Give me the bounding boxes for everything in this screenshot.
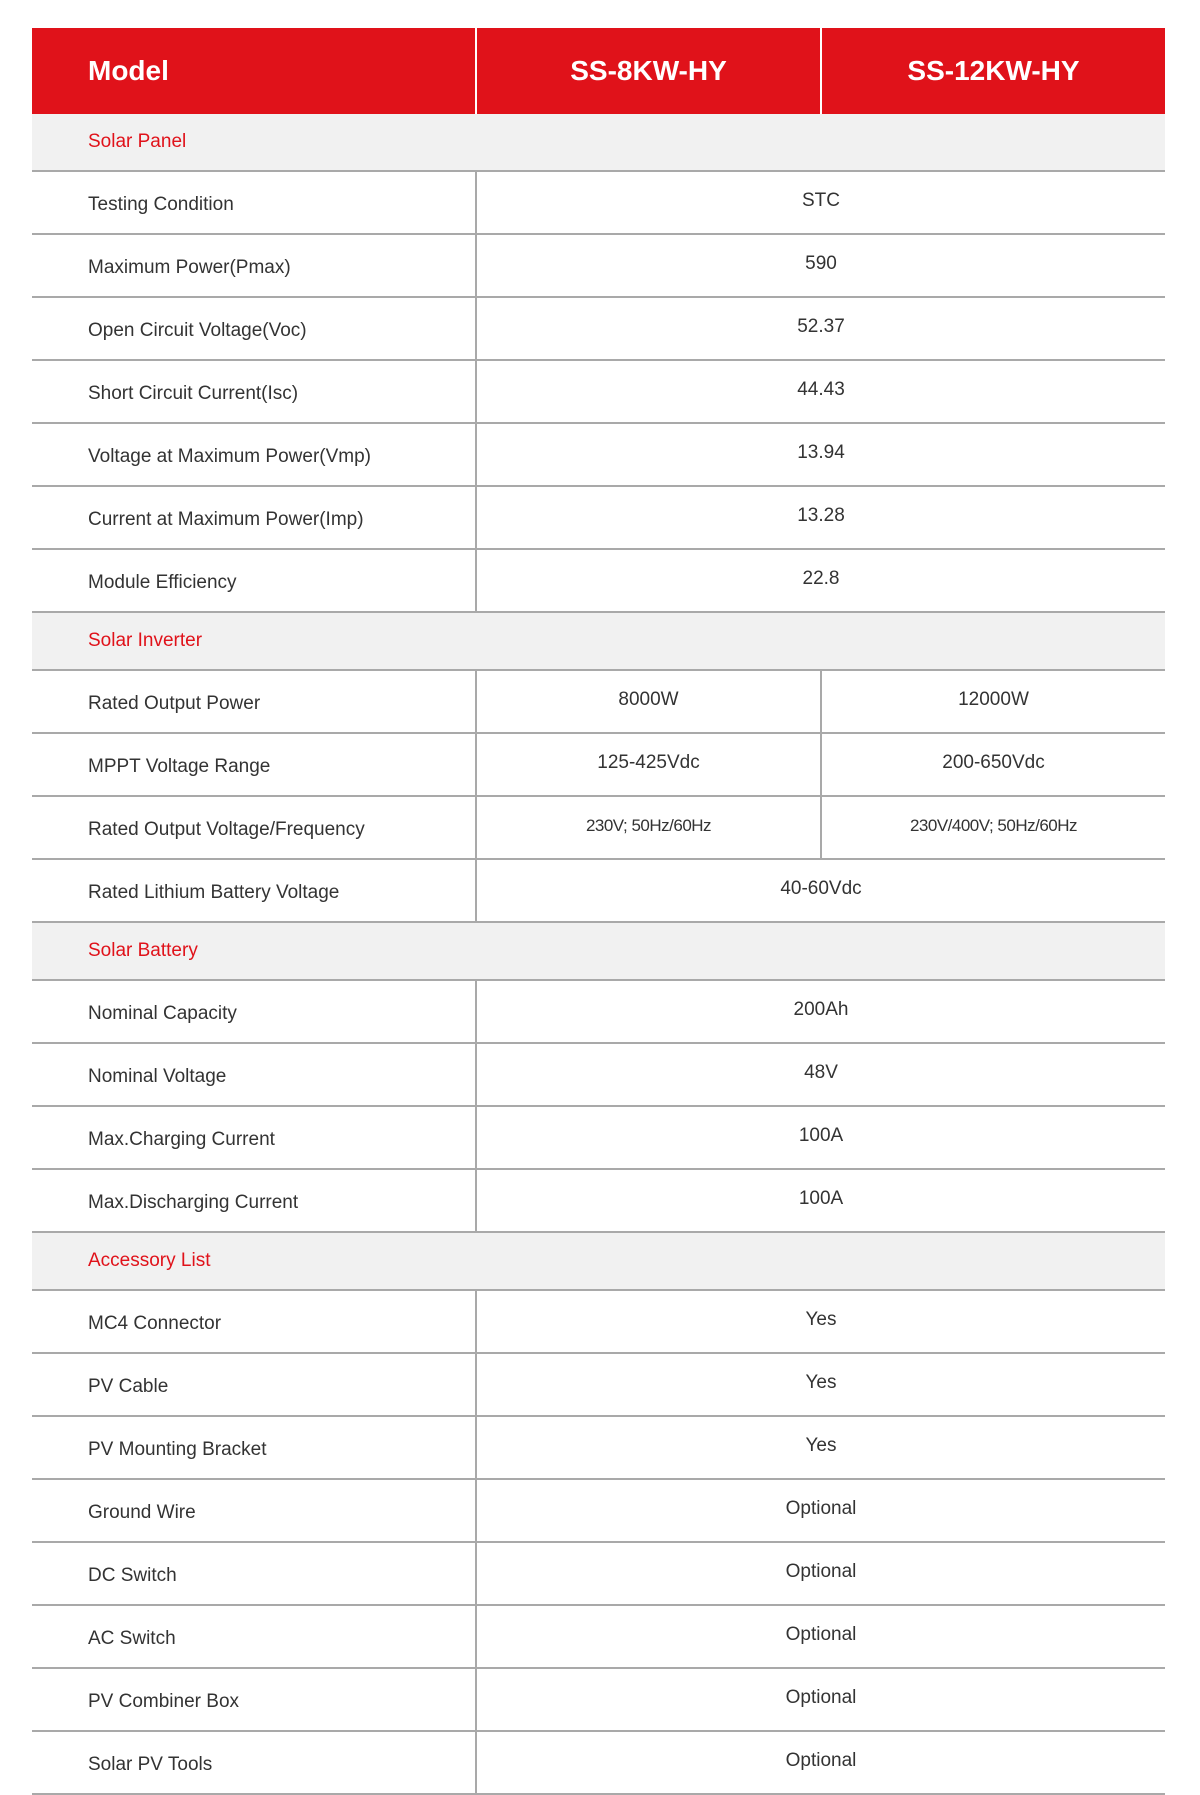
table-row — [32, 234, 1165, 297]
row-value-shared: 40-60Vdc — [476, 859, 1165, 922]
table-row — [32, 796, 1165, 859]
section-title: Accessory List — [32, 1232, 1165, 1290]
table-header-row — [32, 28, 1165, 114]
table-row — [32, 1479, 1165, 1542]
row-label: Rated Output Power — [32, 670, 476, 733]
table-row — [32, 360, 1165, 423]
row-label: Open Circuit Voltage(Voc) — [32, 297, 476, 360]
row-label: MPPT Voltage Range — [32, 733, 476, 796]
table-row — [32, 980, 1165, 1043]
row-label: PV Combiner Box — [32, 1668, 476, 1731]
row-label: Rated Output Voltage/Frequency — [32, 796, 476, 859]
section-row-solar-inverter — [32, 612, 1165, 670]
row-label: PV Mounting Bracket — [32, 1416, 476, 1479]
row-label: Ground Wire — [32, 1479, 476, 1542]
table-row — [32, 1169, 1165, 1232]
row-label: Solar PV Tools — [32, 1731, 476, 1794]
table-row — [32, 859, 1165, 922]
row-label: Nominal Voltage — [32, 1043, 476, 1106]
row-value-shared: 52.37 — [476, 297, 1165, 360]
table-row — [32, 1290, 1165, 1353]
row-value-shared: Yes — [476, 1353, 1165, 1416]
table-row — [32, 1605, 1165, 1668]
row-value-shared: Optional — [476, 1605, 1165, 1668]
row-value-shared: Yes — [476, 1290, 1165, 1353]
table-row — [32, 1731, 1165, 1794]
table-row — [32, 1668, 1165, 1731]
row-value-shared: 100A — [476, 1106, 1165, 1169]
section-row-solar-panel — [32, 114, 1165, 171]
row-value-shared: Yes — [476, 1416, 1165, 1479]
row-label: DC Switch — [32, 1542, 476, 1605]
table-row — [32, 486, 1165, 549]
row-value-shared: Optional — [476, 1479, 1165, 1542]
row-label: Maximum Power(Pmax) — [32, 234, 476, 297]
column-header-ss-12kw-hy: SS-12KW-HY — [821, 28, 1165, 114]
model-header: Model — [32, 28, 476, 114]
table-row — [32, 549, 1165, 612]
row-value-shared: Optional — [476, 1731, 1165, 1794]
row-label: AC Switch — [32, 1605, 476, 1668]
column-header-ss-8kw-hy: SS-8KW-HY — [476, 28, 821, 114]
table-row — [32, 423, 1165, 486]
row-value-shared: 13.28 — [476, 486, 1165, 549]
row-value-shared: 590 — [476, 234, 1165, 297]
row-value-ss-12kw-hy: 12000W — [821, 670, 1165, 733]
table-row — [32, 1043, 1165, 1106]
row-label: Voltage at Maximum Power(Vmp) — [32, 423, 476, 486]
section-title: Solar Battery — [32, 922, 1165, 980]
row-label: Short Circuit Current(Isc) — [32, 360, 476, 423]
spec-table — [32, 28, 1165, 1795]
row-value-shared: 200Ah — [476, 980, 1165, 1043]
table-row — [32, 297, 1165, 360]
row-value-shared: 100A — [476, 1169, 1165, 1232]
section-title: Solar Panel — [32, 114, 1165, 171]
row-label: Rated Lithium Battery Voltage — [32, 859, 476, 922]
table-row — [32, 670, 1165, 733]
row-value-shared: 13.94 — [476, 423, 1165, 486]
row-label: Nominal Capacity — [32, 980, 476, 1043]
row-label: Current at Maximum Power(Imp) — [32, 486, 476, 549]
row-value-ss-12kw-hy: 200-650Vdc — [821, 733, 1165, 796]
row-value-ss-12kw-hy: 230V/400V; 50Hz/60Hz — [821, 796, 1165, 859]
row-value-ss-8kw-hy: 230V; 50Hz/60Hz — [476, 796, 821, 859]
row-value-shared: 22.8 — [476, 549, 1165, 612]
table-row — [32, 1416, 1165, 1479]
row-label: MC4 Connector — [32, 1290, 476, 1353]
row-label: PV Cable — [32, 1353, 476, 1416]
table-row — [32, 1106, 1165, 1169]
row-value-ss-8kw-hy: 8000W — [476, 670, 821, 733]
row-value-shared: STC — [476, 171, 1165, 234]
row-value-ss-8kw-hy: 125-425Vdc — [476, 733, 821, 796]
table-row — [32, 1353, 1165, 1416]
row-value-shared: 48V — [476, 1043, 1165, 1106]
section-title: Solar Inverter — [32, 612, 1165, 670]
section-row-accessory-list — [32, 1232, 1165, 1290]
row-value-shared: Optional — [476, 1668, 1165, 1731]
row-label: Max.Charging Current — [32, 1106, 476, 1169]
row-value-shared: 44.43 — [476, 360, 1165, 423]
row-label: Testing Condition — [32, 171, 476, 234]
table-row — [32, 733, 1165, 796]
row-label: Max.Discharging Current — [32, 1169, 476, 1232]
table-row — [32, 1542, 1165, 1605]
spec-table-body — [32, 114, 1165, 1794]
table-row — [32, 171, 1165, 234]
row-label: Module Efficiency — [32, 549, 476, 612]
row-value-shared: Optional — [476, 1542, 1165, 1605]
section-row-solar-battery — [32, 922, 1165, 980]
